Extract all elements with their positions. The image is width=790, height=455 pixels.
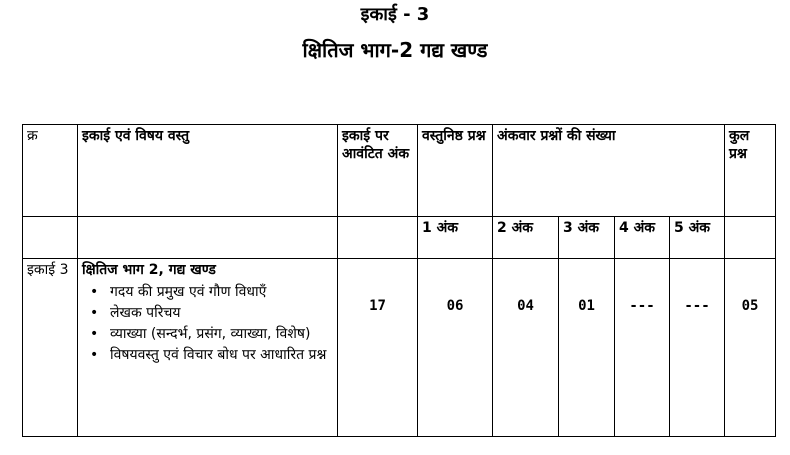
subheader-three-mark: 3 अंक [559,217,615,259]
row-two-mark: 04 [493,259,559,437]
row-total: 05 [725,259,776,437]
subheader-empty-9 [725,217,776,259]
row-topic: क्षितिज भाग 2, गद्य खण्ड [82,262,216,278]
list-item [90,346,333,364]
subheader-empty-2 [78,217,338,259]
topic-list [82,283,333,364]
bullet-icon: • [90,284,99,300]
subheader-five-mark: 5 अंक [670,217,725,259]
row-content [78,259,338,437]
subheader-one-mark: 1 अंक [418,217,493,259]
bullet-icon: • [90,305,99,321]
subheader-four-mark: 4 अंक [615,217,670,259]
header-row [23,125,776,217]
list-item-text: गदय की प्रमुख एवं गौण विधाएँ [110,284,267,300]
row-four-mark: --- [615,259,670,437]
list-item [90,283,333,301]
row-sno: इकाई 3 [23,259,78,437]
row-three-mark: 01 [559,259,615,437]
subheader-row [23,217,776,259]
list-item [90,304,333,322]
header-unit-subject: इकाई एवं विषय वस्तु [78,125,338,217]
list-item-text: विषयवस्तु एवं विचार बोध पर आधारित प्रश्न [110,347,327,363]
row-objective: 06 [418,259,493,437]
subheader-two-mark: 2 अंक [493,217,559,259]
header-markwise: अंकवार प्रश्नों की संख्या [493,125,725,217]
row-five-mark: --- [670,259,725,437]
marks-table [22,124,776,437]
header-objective: वस्तुनिष्ठ प्रश्न [418,125,493,217]
header-sno: क्र [23,125,78,217]
header-unit-marks: इकाई पर आवंटित अंक [338,125,418,217]
subheader-empty-3 [338,217,418,259]
header-total: कुल प्रश्न [725,125,776,217]
table-row [23,259,776,437]
row-unit-marks: 17 [338,259,418,437]
bullet-icon: • [90,347,99,363]
list-item [90,325,333,343]
bullet-icon: • [90,326,99,342]
list-item-text: लेखक परिचय [110,305,181,321]
unit-heading: इकाई - 3 [360,4,430,25]
section-title: क्षितिज भाग-2 गद्य खण्ड [302,38,488,62]
subheader-empty-1 [23,217,78,259]
list-item-text: व्याख्या (सन्दर्भ, प्रसंग, व्याख्या, विशेष) [110,326,311,342]
